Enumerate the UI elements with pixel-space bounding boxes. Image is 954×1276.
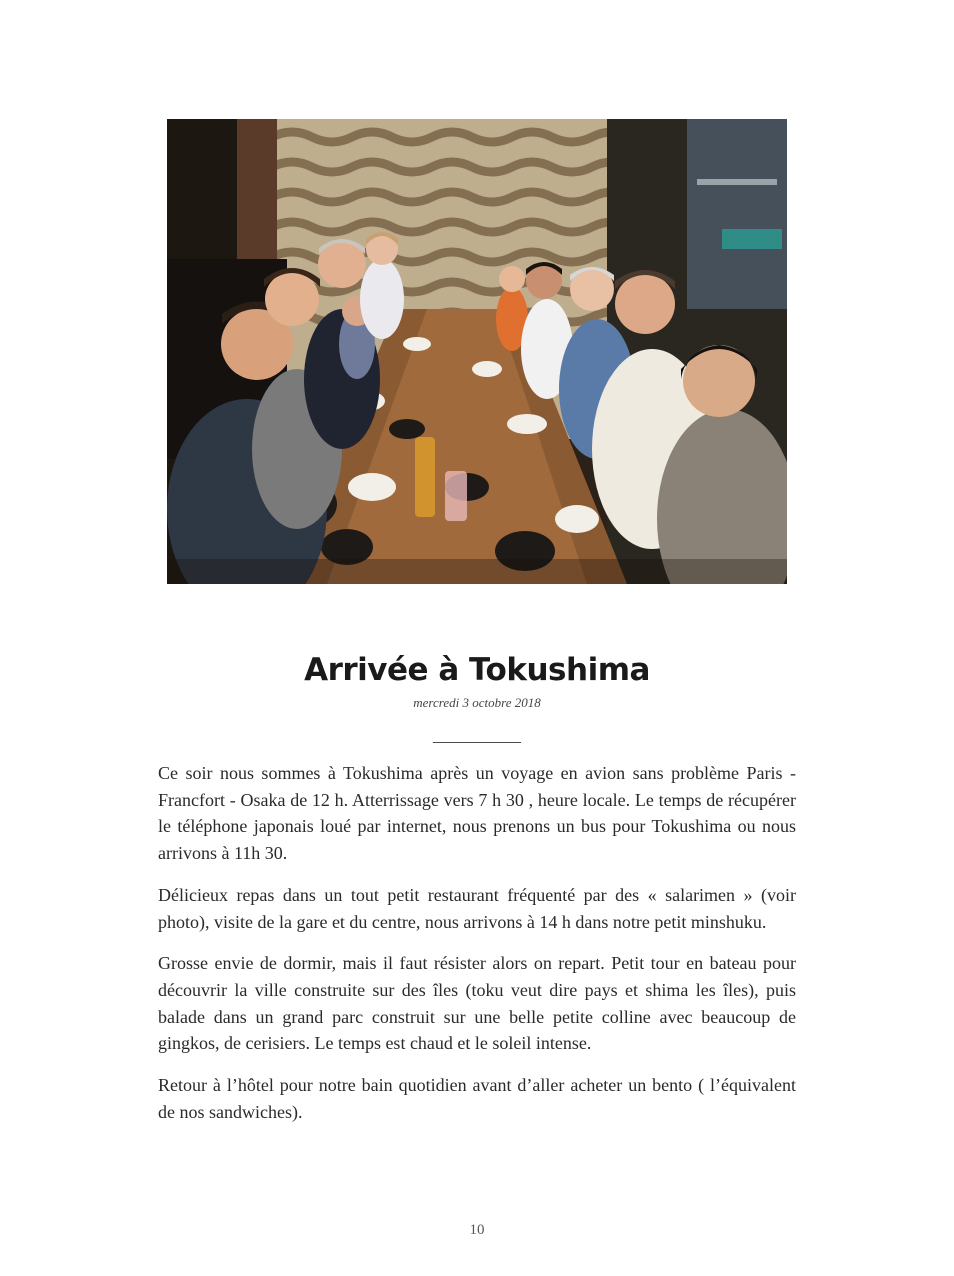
page-number: 10 <box>469 1222 485 1238</box>
restaurant-photo-illustration <box>167 119 787 584</box>
title-separator: ___________ <box>433 728 521 745</box>
article-date: mercredi 3 octobre 2018 <box>413 695 541 710</box>
article-body <box>158 760 796 1140</box>
article-title: Arrivée à Tokushima <box>304 652 650 688</box>
paragraph: Grosse envie de dormir, mais il faut résister alors on repart. Petit tour en bateau pour découvrir la ville construite sur des îles (toku veut dire pays et shima les îles), puis balade dans un grand parc construit sur une belle petite colline avec beaucoup de gingkos, de cerisiers. Le temps est chaud et le soleil intense. <box>158 953 796 1054</box>
restaurant-photo <box>167 119 787 584</box>
paragraph: Délicieux repas dans un tout petit restaurant fréquenté par des « salarimen » (voir photo), visite de la gare et du centre, nous arrivons à 14 h dans notre petit minshuku. <box>158 884 796 932</box>
paragraph: Ce soir nous sommes à Tokushima après un voyage en avion sans problème Paris -Francfort - Osaka de 12 h. Atterrissage vers 7 h 30 , heure locale. Le temps de récupérer le téléphone japonais loué par internet, nous prenons un bus pour Tokushima ou nous arrivons à 11h 30. <box>158 763 796 864</box>
paragraph: Retour à l’hôtel pour notre bain quotidien avant d’aller acheter un bento ( l’équivalent de nos sandwiches). <box>158 1075 796 1122</box>
